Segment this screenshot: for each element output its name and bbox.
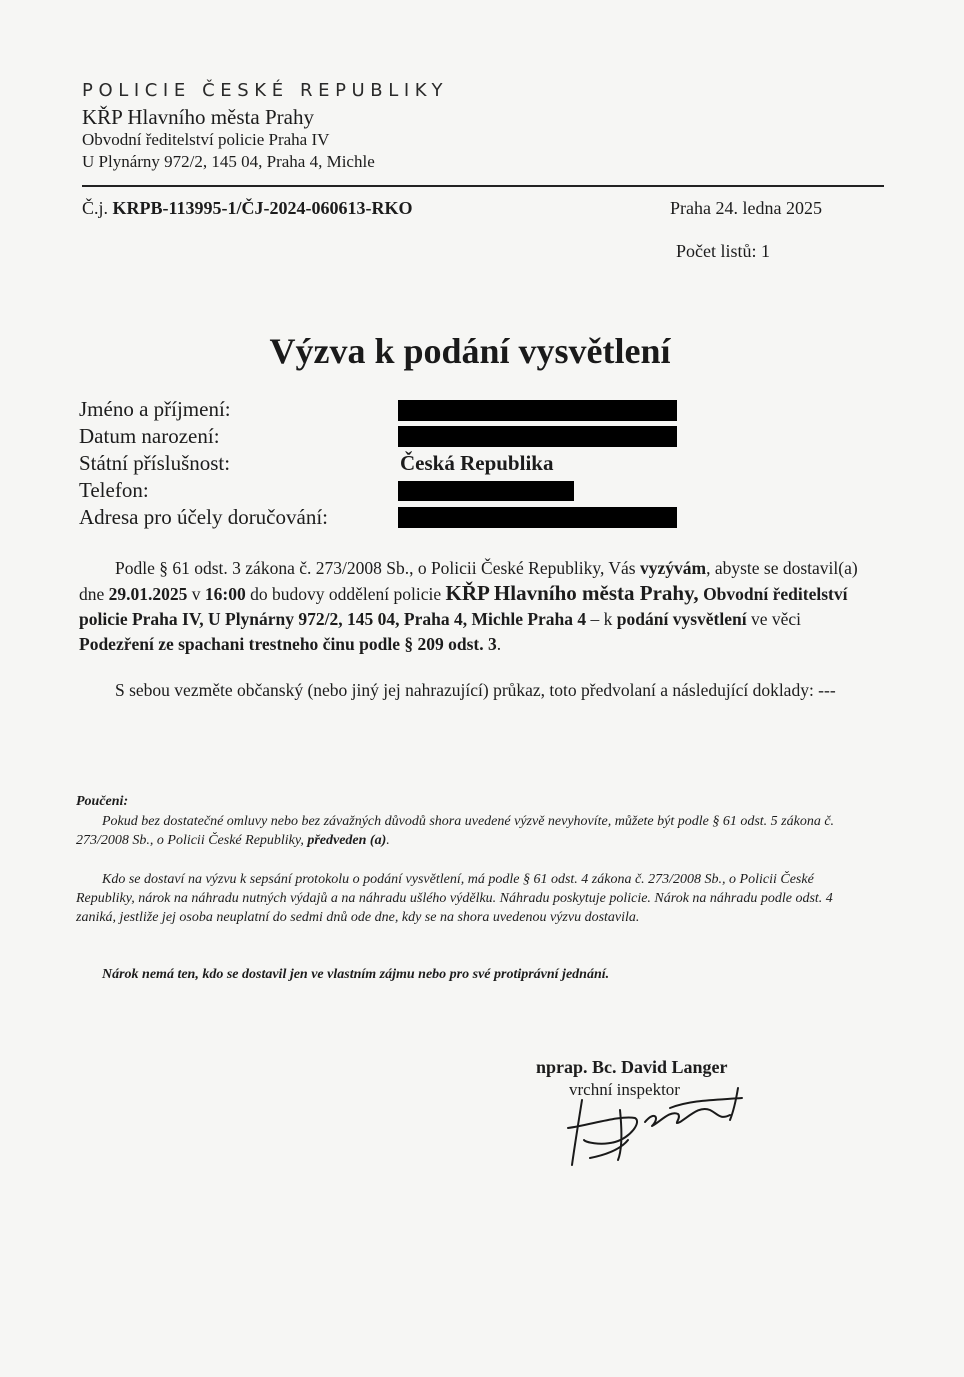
field-label-name: Jméno a příjmení: [79,397,231,421]
field-value-nationality: Česká Republika [400,451,554,475]
header-divider [82,185,884,187]
notice-paragraph-2: Kdo se dostaví na výzvu k sepsání protokolu o podání vysvětlení, má podle § 61 odst. 4 zákona č. 273/2008 Sb., o Policii České Republiky, nárok na náhradu nutných výdajů a na náhradu ušlého výdělku. Náhradu poskytuje policie. Nárok na náhradu podle odst. 4 zaniká, jestliže jej osoba neuplatní do sedmi dnů ode dne, kdy se na shora uvedenou výzvu dostavila. [76,872,833,925]
field-label-birthdate: Datum narození: [79,424,220,448]
p1-time: 16:00 [204,584,246,604]
document-date: Praha 24. ledna 2025 [670,198,822,218]
redaction-phone [398,481,574,501]
notice-1-text: Pokud bez dostatečné omluvy nebo bez závažných důvodů shora uvedené výzvě nevyhovíte, můžete být podle § 61 odst. 5 zákona č. 273/2008 Sb., o Policii České Republiky, [76,814,835,848]
p1-text-g: do budovy oddělení policie [245,584,446,604]
redaction-birthdate [398,426,677,447]
p1-text-n: . [496,634,502,654]
p1-date: 29.01.2025 [108,584,188,604]
p1-text-a: Podle § 61 odst. 3 zákona č. 273/2008 Sb., o Policii České Republiky, Vás [115,558,640,578]
notice-1-bold: předveden (a) [307,833,387,848]
org-name: POLICIE ČESKÉ REPUBLIKY [82,80,449,101]
p1-police-unit: KŘP Hlavního města Prahy, [445,581,699,605]
org-region: KŘP Hlavního města Prahy [82,105,314,129]
reference-prefix: Č.j. [82,198,109,218]
p1-purpose: podání vysvětlení [616,609,747,629]
p1-text-j: – k [586,609,617,629]
redaction-name [398,400,677,421]
signer-name: nprap. Bc. David Langer [536,1057,728,1077]
notice-1-end: . [386,833,390,848]
org-department: Obvodní ředitelství policie Praha IV [82,130,330,149]
p1-text-e: v [187,584,205,604]
notice-paragraph-1 [76,812,866,850]
field-label-nationality: Státní příslušnost: [79,451,231,475]
reference-value: KRPB-113995-1/ČJ-2024-060613-RKO [112,198,413,218]
document-title: Výzva k podání vysvětlení [269,331,671,371]
p1-text-c: , abyste se dostavil(a) dne [79,558,858,604]
sheet-count: Počet listů: 1 [676,241,770,261]
notice-paragraph-3: Nárok nemá ten, kdo se dostavil jen ve vlastním zájmu nebo pro své protiprávní jednání. [102,967,610,982]
p1-location: Obvodní ředitelství policie Praha IV, U Plynárny 972/2, 145 04, Praha 4, Michle Praha 4 [79,584,848,629]
signer-role: vrchní inspektor [569,1080,680,1099]
notice-heading: Poučeni: [76,794,129,809]
field-label-phone: Telefon: [79,478,149,502]
reference-number [82,198,413,219]
field-label-address: Adresa pro účely doručování: [79,505,328,529]
handwritten-signature [560,1070,760,1180]
redaction-address [398,507,677,528]
org-address: U Plynárny 972/2, 145 04, Praha 4, Michle [82,152,375,171]
p1-summon-word: vyzývám [639,558,707,578]
p1-text-l: ve věci [746,609,802,629]
summons-paragraph [79,556,869,657]
p1-matter: Podezření ze spachani trestneho činu podle § 209 odst. 3 [79,634,497,654]
documents-paragraph: S sebou vezměte občanský (nebo jiný jej nahrazující) průkaz, toto předvolaní a následující doklady: --- [115,680,836,700]
